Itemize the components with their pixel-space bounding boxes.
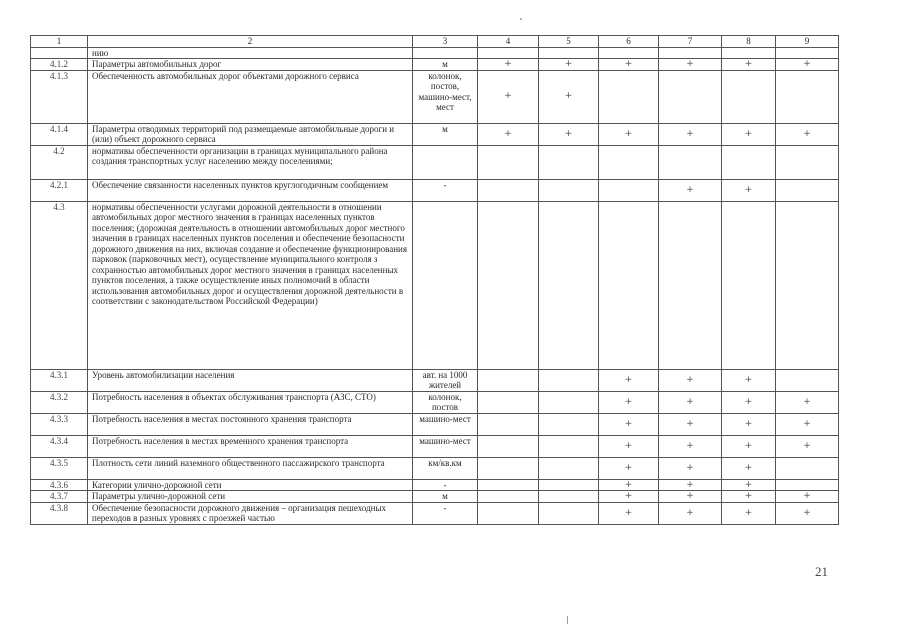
row-mark-cell: + [659, 59, 722, 71]
row-unit-cell: м [413, 59, 478, 71]
row-mark-cell: + [659, 369, 722, 391]
row-mark-cell: + [599, 435, 659, 457]
row-number-cell: 4.1.4 [31, 123, 88, 145]
header-cell: 6 [599, 36, 659, 48]
row-mark-cell: + [478, 70, 539, 123]
row-mark-cell [539, 413, 599, 435]
table-row [31, 502, 839, 524]
row-name-cell: Плотность сети линий наземного общественного пассажирского транспорта [88, 457, 413, 479]
row-mark-cell [539, 491, 599, 503]
row-mark-cell [539, 145, 599, 179]
row-mark-cell [776, 145, 839, 179]
row-number-cell: 4.2 [31, 145, 88, 179]
row-mark-cell [722, 47, 776, 59]
row-mark-cell [539, 201, 599, 369]
table-row [31, 457, 839, 479]
row-mark-cell: + [722, 59, 776, 71]
indicators-table [30, 35, 839, 525]
row-mark-cell: + [599, 369, 659, 391]
row-mark-cell: + [722, 457, 776, 479]
table-row [31, 123, 839, 145]
row-mark-cell: + [599, 457, 659, 479]
header-cell: 7 [659, 36, 722, 48]
header-cell: 8 [722, 36, 776, 48]
row-mark-cell [539, 479, 599, 491]
scan-speck [520, 18, 522, 20]
row-number-cell: 4.3.3 [31, 413, 88, 435]
row-unit-cell: колонок, постов, машино-мест, мест [413, 70, 478, 123]
table-row [31, 491, 839, 503]
row-mark-cell [659, 201, 722, 369]
table-header-row [31, 36, 839, 48]
row-number-cell: 4.3.5 [31, 457, 88, 479]
row-name-cell: Уровень автомобилизации населения [88, 369, 413, 391]
row-mark-cell [599, 201, 659, 369]
row-mark-cell: + [599, 59, 659, 71]
row-mark-cell [478, 369, 539, 391]
row-name-cell: нормативы обеспеченности организации в границах муниципального района создания транспортных услуг населению между поселениями; [88, 145, 413, 179]
row-number-cell: 4.3.2 [31, 391, 88, 413]
row-name-cell: Параметры автомобильных дорог [88, 59, 413, 71]
row-mark-cell [659, 145, 722, 179]
row-mark-cell: + [722, 123, 776, 145]
row-mark-cell [599, 179, 659, 201]
page-number: 21 [815, 564, 828, 579]
row-number-cell: 4.3.8 [31, 502, 88, 524]
row-mark-cell [539, 457, 599, 479]
table-row [31, 391, 839, 413]
table-row [31, 369, 839, 391]
row-mark-cell [539, 369, 599, 391]
row-mark-cell [478, 391, 539, 413]
header-cell: 5 [539, 36, 599, 48]
row-mark-cell: + [722, 413, 776, 435]
row-name-cell: нормативы обеспеченности услугами дорожной деятельности в отношении автомобильных дорог местного значения в границах населенных пунктов поселения; (дорожная деятельность в отношении автомобильных дорог местного значения в границах населенных пунктов поселения и обеспечение безопасности дорожного движения на них, включая создание и обеспечение функционирования парковок (парковочных мест), осуществление муниципального контроля з сохранностью автомобильных дорог местного значения в границах населенных пунктов поселения, а также осуществление иных полномочий в области использования автомобильных дорог и осуществления дорожной деятельности в соответствии с законодательством Российской Федерации) [88, 201, 413, 369]
row-unit-cell: м [413, 123, 478, 145]
table-row [31, 435, 839, 457]
row-name-cell: Параметры отводимых территорий под размещаемые автомобильные дороги и (или) объект дорожного сервиса [88, 123, 413, 145]
row-mark-cell: + [722, 479, 776, 491]
row-number-cell: 4.2.1 [31, 179, 88, 201]
row-number-cell: 4.3.6 [31, 479, 88, 491]
row-mark-cell: + [722, 369, 776, 391]
row-mark-cell [599, 70, 659, 123]
row-mark-cell: + [659, 123, 722, 145]
row-mark-cell [539, 435, 599, 457]
row-mark-cell: + [659, 479, 722, 491]
row-number-cell: 4.3.7 [31, 491, 88, 503]
table-row [31, 179, 839, 201]
row-mark-cell: + [659, 435, 722, 457]
row-unit-cell: - [413, 479, 478, 491]
row-mark-cell [539, 502, 599, 524]
row-number-cell: 4.3 [31, 201, 88, 369]
row-mark-cell: + [599, 123, 659, 145]
row-mark-cell: + [659, 457, 722, 479]
table-row [31, 70, 839, 123]
row-mark-cell: + [776, 413, 839, 435]
row-name-cell: Параметры улично-дорожной сети [88, 491, 413, 503]
table-row [31, 413, 839, 435]
row-unit-cell: - [413, 502, 478, 524]
row-mark-cell [478, 145, 539, 179]
row-mark-cell: + [478, 123, 539, 145]
header-cell: 3 [413, 36, 478, 48]
row-name-cell: Обеспеченность автомобильных дорог объектами дорожного сервиса [88, 70, 413, 123]
row-mark-cell: + [722, 491, 776, 503]
row-mark-cell [539, 47, 599, 59]
row-unit-cell: колонок, постов [413, 391, 478, 413]
header-cell: 1 [31, 36, 88, 48]
row-mark-cell [478, 457, 539, 479]
row-mark-cell [659, 47, 722, 59]
row-number-cell: 4.3.4 [31, 435, 88, 457]
row-mark-cell: + [722, 502, 776, 524]
row-mark-cell: + [659, 491, 722, 503]
scan-speck [567, 616, 568, 624]
row-name-cell: Потребность населения в объектах обслуживания транспорта (АЗС, СТО) [88, 391, 413, 413]
row-name-cell: Обеспечение безопасности дорожного движения – организация пешеходных переходов в разных уровнях с проезжей частью [88, 502, 413, 524]
table-row [31, 145, 839, 179]
row-mark-cell [722, 70, 776, 123]
row-mark-cell [478, 47, 539, 59]
row-unit-cell: км/кв.км [413, 457, 478, 479]
table-row [31, 479, 839, 491]
row-mark-cell [599, 47, 659, 59]
row-number-cell: 4.1.3 [31, 70, 88, 123]
row-mark-cell [776, 70, 839, 123]
row-mark-cell: + [659, 413, 722, 435]
table-row [31, 201, 839, 369]
row-mark-cell [478, 179, 539, 201]
row-unit-cell: - [413, 179, 478, 201]
row-mark-cell [478, 413, 539, 435]
row-number-cell [31, 47, 88, 59]
row-mark-cell [539, 391, 599, 413]
row-name-cell: Потребность населения в местах временного хранения транспорта [88, 435, 413, 457]
row-mark-cell: + [776, 123, 839, 145]
row-mark-cell: + [599, 491, 659, 503]
row-unit-cell [413, 201, 478, 369]
row-name-cell: нию [88, 47, 413, 59]
row-mark-cell [478, 479, 539, 491]
row-unit-cell [413, 47, 478, 59]
row-mark-cell: + [722, 391, 776, 413]
row-unit-cell: м [413, 491, 478, 503]
row-mark-cell [776, 479, 839, 491]
row-mark-cell: + [722, 179, 776, 201]
row-name-cell: Потребность населения в местах постоянного хранения транспорта [88, 413, 413, 435]
row-mark-cell [478, 435, 539, 457]
row-mark-cell: + [776, 59, 839, 71]
row-unit-cell [413, 145, 478, 179]
row-mark-cell: + [659, 179, 722, 201]
row-mark-cell: + [539, 123, 599, 145]
header-cell: 2 [88, 36, 413, 48]
row-mark-cell: + [722, 435, 776, 457]
row-mark-cell: + [478, 59, 539, 71]
row-mark-cell [478, 491, 539, 503]
row-mark-cell [478, 201, 539, 369]
row-mark-cell [776, 201, 839, 369]
header-cell: 4 [478, 36, 539, 48]
row-mark-cell [659, 70, 722, 123]
row-mark-cell: + [659, 502, 722, 524]
row-unit-cell: машино-мест [413, 413, 478, 435]
row-mark-cell [722, 201, 776, 369]
table-row [31, 47, 839, 59]
row-mark-cell [776, 47, 839, 59]
row-mark-cell: + [599, 479, 659, 491]
row-mark-cell: + [599, 391, 659, 413]
row-unit-cell: машино-мест [413, 435, 478, 457]
row-mark-cell [539, 179, 599, 201]
row-mark-cell: + [659, 391, 722, 413]
row-mark-cell: + [539, 59, 599, 71]
row-mark-cell: + [776, 435, 839, 457]
row-mark-cell: + [776, 391, 839, 413]
table-row [31, 59, 839, 71]
row-mark-cell [722, 145, 776, 179]
row-mark-cell [599, 145, 659, 179]
row-number-cell: 4.1.2 [31, 59, 88, 71]
row-name-cell: Обеспечение связанности населенных пунктов круглогодичным сообщением [88, 179, 413, 201]
row-mark-cell [776, 369, 839, 391]
row-number-cell: 4.3.1 [31, 369, 88, 391]
row-mark-cell [776, 457, 839, 479]
row-mark-cell [776, 179, 839, 201]
row-name-cell: Категории улично-дорожной сети [88, 479, 413, 491]
row-mark-cell: + [539, 70, 599, 123]
row-mark-cell: + [776, 491, 839, 503]
header-cell: 9 [776, 36, 839, 48]
row-unit-cell: авт. на 1000 жителей [413, 369, 478, 391]
row-mark-cell: + [599, 413, 659, 435]
row-mark-cell [478, 502, 539, 524]
row-mark-cell: + [776, 502, 839, 524]
row-mark-cell: + [599, 502, 659, 524]
